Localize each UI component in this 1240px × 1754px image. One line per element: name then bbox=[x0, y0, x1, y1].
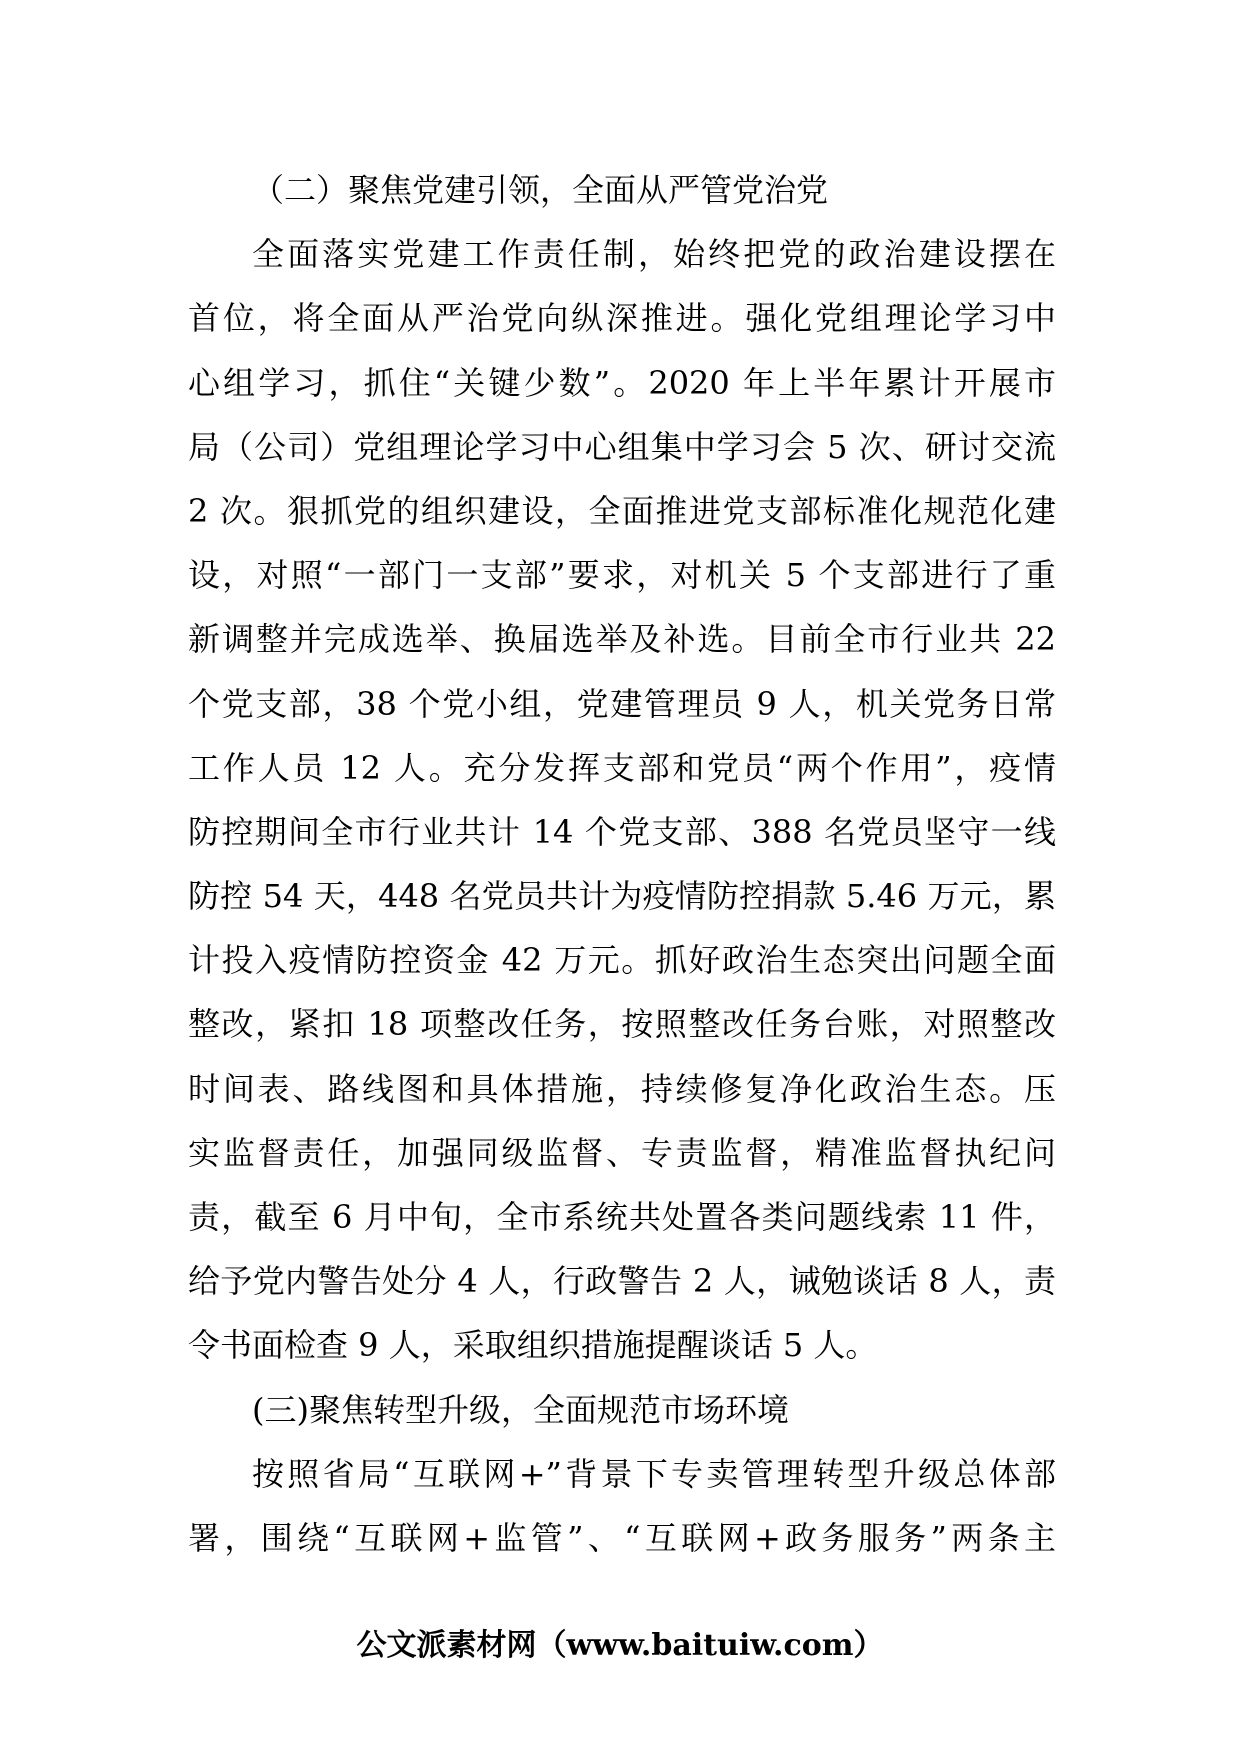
text-line: 时间表、路线图和具体措施，持续修复净化政治生态。压 bbox=[188, 1069, 1056, 1108]
text-line: 令书面检查 9 人，采取组织措施提醒谈话 5 人。 bbox=[188, 1326, 878, 1365]
text-line: 新调整并完成选举、换届选举及补选。目前全市行业共 22 bbox=[188, 620, 1056, 659]
text-line: 给予党内警告处分 4 人，行政警告 2 人，诫勉谈话 8 人，责 bbox=[188, 1262, 1056, 1301]
text-line: 2 次。狠抓党的组织建设，全面推进党支部标准化规范化建 bbox=[188, 491, 1056, 530]
text-line: 局（公司）党组理论学习中心组集中学习会 5 次、研讨交流 bbox=[188, 427, 1056, 466]
text-line: 全面落实党建工作责任制，始终把党的政治建设摆在 bbox=[252, 235, 1056, 274]
text-line: 整改，紧扣 18 项整改任务，按照整改任务台账，对照整改 bbox=[188, 1005, 1056, 1044]
text-line: 署，围绕“互联网+监管”、“互联网+政务服务”两条主 bbox=[188, 1518, 1056, 1557]
section-heading: （二）聚焦党建引领，全面从严管党治党 bbox=[252, 171, 829, 209]
footer-watermark: 公文派素材网（www.baituiw.com） bbox=[356, 1628, 884, 1663]
text-line: 首位，将全面从严治党向纵深推进。强化党组理论学习中 bbox=[188, 299, 1056, 338]
text-line: 计投入疫情防控资金 42 万元。抓好政治生态突出问题全面 bbox=[188, 941, 1056, 980]
section-heading: (三)聚焦转型升级，全面规范市场环境 bbox=[252, 1390, 789, 1429]
text-line: 设，对照“一部门一支部”要求，对机关 5 个支部进行了重 bbox=[188, 556, 1056, 595]
text-line: 实监督责任，加强同级监督、专责监督，精准监督执纪问 bbox=[188, 1133, 1056, 1172]
text-line: 个党支部，38 个党小组，党建管理员 9 人，机关党务日常 bbox=[188, 684, 1056, 723]
text-line: 防控期间全市行业共计 14 个党支部、388 名党员坚守一线 bbox=[188, 812, 1056, 851]
text-line: 责，截至 6 月中旬，全市系统共处置各类问题线索 11 件， bbox=[188, 1198, 1056, 1236]
document-body bbox=[188, 158, 1056, 1570]
text-line: 心组学习，抓住“关键少数”。2020 年上半年累计开展市 bbox=[188, 363, 1056, 402]
text-line: 工作人员 12 人。充分发挥支部和党员“两个作用”，疫情 bbox=[188, 748, 1056, 787]
text-line: 按照省局“互联网+”背景下专卖管理转型升级总体部 bbox=[252, 1454, 1056, 1493]
text-line: 防控 54 天，448 名党员共计为疫情防控捐款 5.46 万元，累 bbox=[188, 877, 1056, 916]
